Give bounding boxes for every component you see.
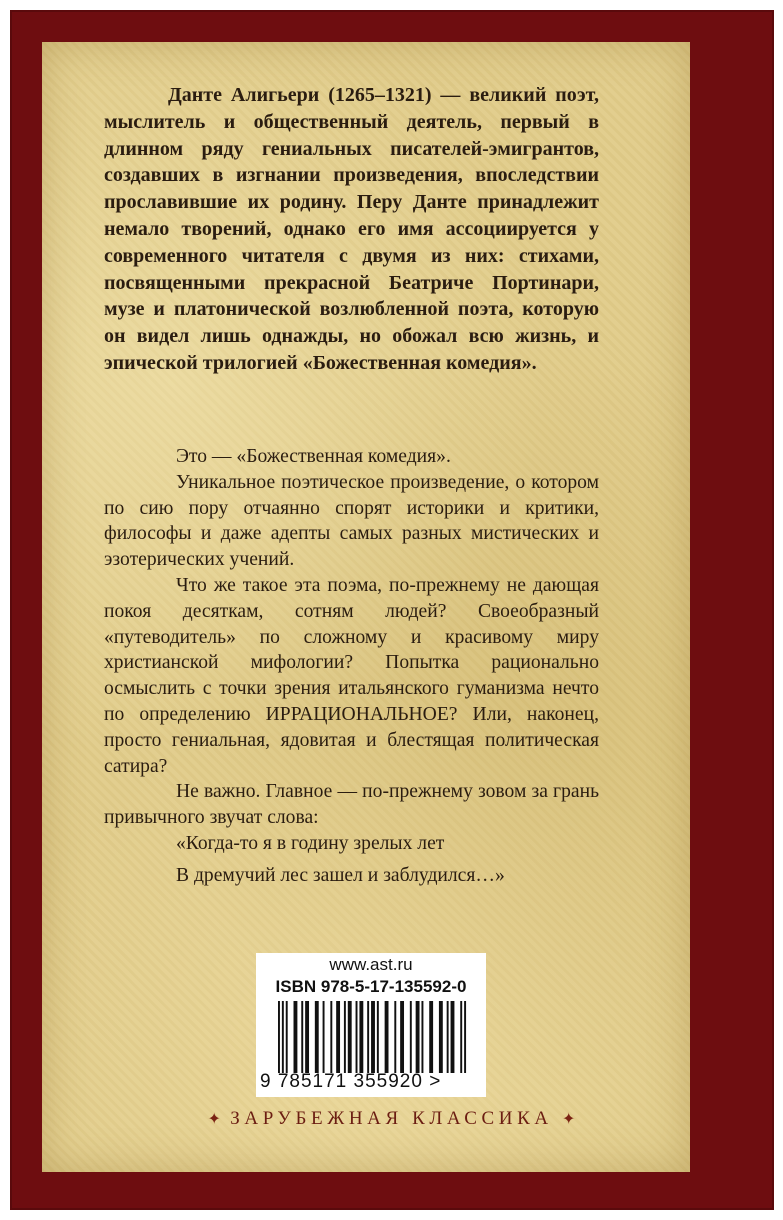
barcode-bar: [344, 1001, 346, 1073]
barcode-bar: [421, 1001, 423, 1073]
paragraph-questions: Что же такое эта поэма, по-прежнему не дающая покоя десяткам, сотням людей? Своеобразный «путеводитель» по сложному и красивому миру христианской мифологии? Попытка рационально осмыслить с точки зрения итальянского гуманизма нечто по определению ИРРАЦИОНАЛЬНОЕ? Или, наконец, просто гениальная, ядовитая и блестящая политическая сатира?: [104, 574, 599, 777]
barcode-bar: [460, 1001, 462, 1073]
leaf-ornament-icon: ✦: [207, 1111, 221, 1128]
annotation-body: [104, 432, 599, 889]
barcode-bar: [400, 1001, 404, 1073]
barcode-bar: [429, 1001, 433, 1073]
barcode-bar: [367, 1001, 369, 1073]
quote-line-1: «Когда-то я в годину зрелых лет: [176, 832, 445, 854]
barcode-bar: [301, 1001, 303, 1073]
barcode: [278, 1001, 468, 1073]
barcode-bar: [447, 1001, 449, 1073]
barcode-bar: [377, 1001, 379, 1073]
barcode-bar: [348, 1001, 352, 1073]
barcode-bar: [315, 1001, 319, 1073]
paragraph-unique: Уникальное поэтическое произведение, о котором по сию пору отчаянно спорят историки и критики, философы и даже адепты самых разных мистических и эзотерических учений.: [104, 471, 599, 571]
paragraph-intro: Это — «Божественная комедия».: [176, 446, 451, 467]
barcode-bar: [359, 1001, 363, 1073]
barcode-bar: [330, 1001, 332, 1073]
paragraph-conclusion: Не важно. Главное — по-прежнему зовом за грань привычного звучат слова:: [104, 781, 599, 829]
barcode-bar: [294, 1001, 298, 1073]
series-label: ЗАРУБЕЖНАЯ КЛАССИКА: [230, 1108, 553, 1129]
publisher-website: www.ast.ru: [329, 955, 413, 974]
barcode-bar: [464, 1001, 466, 1073]
barcode-bar: [336, 1001, 340, 1073]
barcode-bar: [410, 1001, 412, 1073]
barcode-bar: [385, 1001, 389, 1073]
leaf-ornament-icon: ✦: [562, 1111, 576, 1128]
barcode-bar: [305, 1001, 309, 1073]
barcode-bar: [416, 1001, 420, 1073]
barcode-bar: [278, 1001, 280, 1073]
barcode-bar: [323, 1001, 325, 1073]
barcode-bar: [394, 1001, 396, 1073]
barcode-bar: [282, 1001, 284, 1073]
barcode-bar: [439, 1001, 443, 1073]
barcode-bar: [451, 1001, 455, 1073]
barcode-bar: [356, 1001, 358, 1073]
quote-line-2: В дремучий лес зашел и заблудился…»: [176, 864, 505, 886]
isbn-block: [256, 953, 486, 1097]
author-bio: Данте Алигьери (1265–1321) — великий поэт, мыслитель и общественный деятель, первый в длинном ряду гениальных писателей-эмигрантов, создавших в изгнании произведения, впоследствии прославившие их родину. Перу Данте принадлежит немало творений, однако его имя ассоциируется у современного читателя с двумя из них: стихами, посвященными прекрасной Беатриче Портинари, музе и платонической возлюбленной поэта, которую он видел лишь однажды, но обожал всю жизнь, и эпической трилогией «Божественная комедия».: [104, 84, 599, 374]
series-title: [0, 1108, 783, 1130]
barcode-digits: 9 785171 355920 >: [260, 1071, 442, 1092]
isbn-number: ISBN 978-5-17-135592-0: [275, 977, 467, 996]
barcode-bar: [371, 1001, 375, 1073]
barcode-bar: [286, 1001, 288, 1073]
